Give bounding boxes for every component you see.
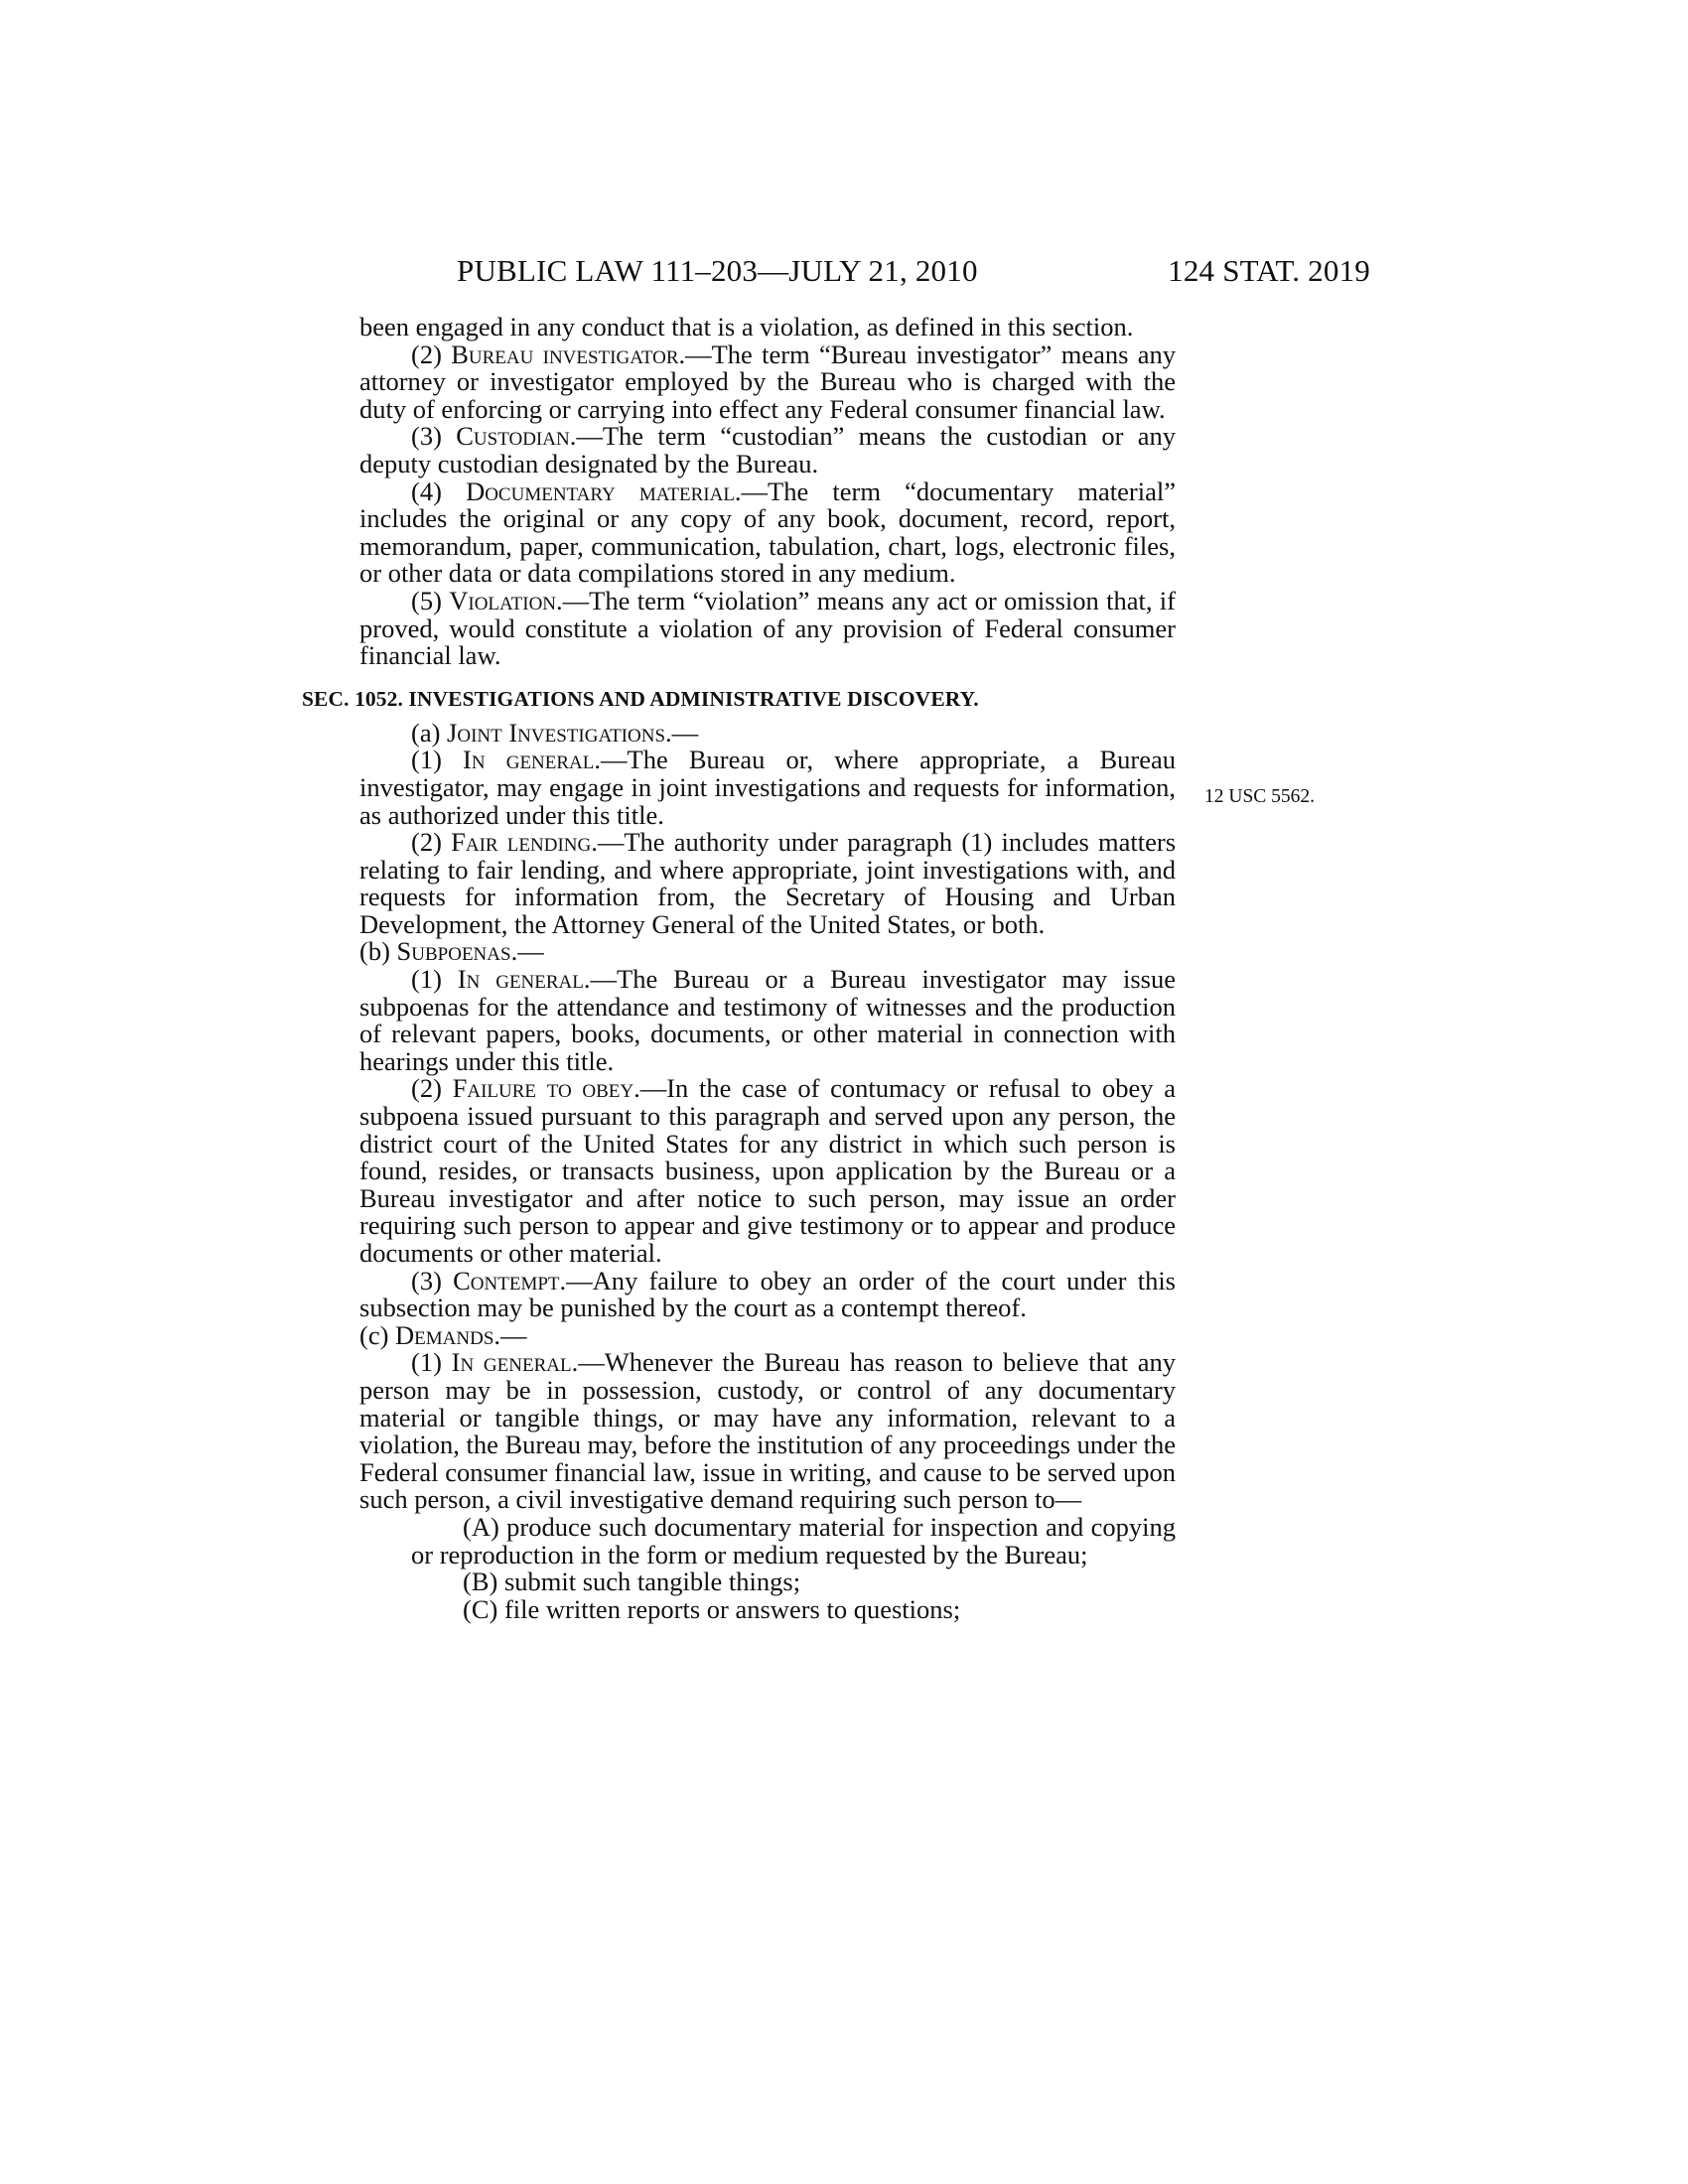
- definition-heading: Documentary material: [466, 476, 735, 506]
- header-page-stat: 124 STAT. 2019: [1168, 253, 1370, 288]
- document-body: [302, 312, 1177, 1624]
- section-heading: SEC. 1052. INVESTIGATIONS AND ADMINISTRATIVE DISCOVERY.: [302, 686, 979, 711]
- paragraph-b-1: (1) In general.—The Bureau or a Bureau investigator may issue subpoenas for the attendance and testimony of witnesses and the production of relevant papers, books, documents, or other material in connection with hearings under this title.: [359, 964, 1177, 1076]
- subparagraph-c-1-c: (C) file written reports or answers to questions;: [463, 1593, 961, 1624]
- running-header: [457, 246, 1370, 296]
- subsection-a-heading: (a) Joint Investigations.—: [411, 717, 699, 748]
- subparagraph-c-1-b: (B) submit such tangible things;: [463, 1567, 801, 1597]
- subsection-b-heading: (b) Subpoenas.—: [359, 936, 544, 967]
- definition-violation: (5) Violation.—The term “violation” means any act or omission that, if proved, would constitute a violation of any provision of Federal consumer financial law.: [359, 585, 1176, 671]
- definition-documentary-material: (4) Documentary material.—The term “documentary material” includes the original or any copy of any book, document, record, report, memorandum, paper, communication, tabulation, chart, logs, electronic files, or other data or data compilations stored in any medium.: [359, 476, 1176, 589]
- definition-heading: Custodian: [456, 421, 570, 452]
- paragraph-a-2: (2) Fair lending.—The authority under paragraph (1) includes matters relating to fair lending, and where appropriate, joint investigations with, and requests for information from, the Secretary of Housing and Urban Development, the Attorney General of the United States, or both.: [359, 827, 1177, 939]
- definition-custodian: (3) Custodian.—The term “custodian” means the custodian or any deputy custodian designated by the Bureau.: [359, 421, 1176, 478]
- paragraph-a-1: (1) In general.—The Bureau or, where appropriate, a Bureau investigator, may engage in joint investigations and requests for information, as authorized under this title.: [359, 745, 1177, 830]
- paragraph-b-3: (3) Contempt.—Any failure to obey an order of the court under this subsection may be punished by the court as a contempt thereof.: [359, 1265, 1177, 1323]
- subparagraph-c-1-a: (A) produce such documentary material for inspection and copying or reproduction in the form or medium requested by the Bureau;: [411, 1511, 1176, 1570]
- definition-bureau-investigator: (2) Bureau investigator.—The term “Bureau investigator” means any attorney or investigator employed by the Bureau who is charged with the duty of enforcing or carrying into effect any Federal consumer financial law.: [359, 339, 1176, 424]
- header-law-citation: PUBLIC LAW 111–203—JULY 21, 2010: [457, 253, 978, 288]
- paragraph-c-1: (1) In general.—Whenever the Bureau has reason to believe that any person may be in possession, custody, or control of any documentary material or tangible things, or may have any information, relevant to a violation, the Bureau may, before the institution of any proceedings under the Federal consumer financial law, issue in writing, and cause to be served upon such person, a civil investigative demand requiring such person to—: [359, 1347, 1176, 1515]
- definition-heading: Bureau investigator: [451, 339, 679, 369]
- subsection-c-heading: (c) Demands.—: [359, 1319, 527, 1350]
- definition-heading: Violation: [449, 585, 557, 615]
- paragraph-b-2: (2) Failure to obey.—In the case of contumacy or refusal to obey a subpoena issued pursuant to this paragraph and served upon any person, the district court of the United States for any district in which such person is found, resides, or transacts business, upon application by the Bureau or a Bureau investigator and after notice to such person, may issue an order requiring such person to appear and give testimony or to appear and produce documents or other material.: [359, 1073, 1176, 1268]
- paragraph-continued: been engaged in any conduct that is a violation, as defined in this section.: [359, 312, 1134, 341]
- margin-note-usc: 12 USC 5562.: [1204, 786, 1316, 807]
